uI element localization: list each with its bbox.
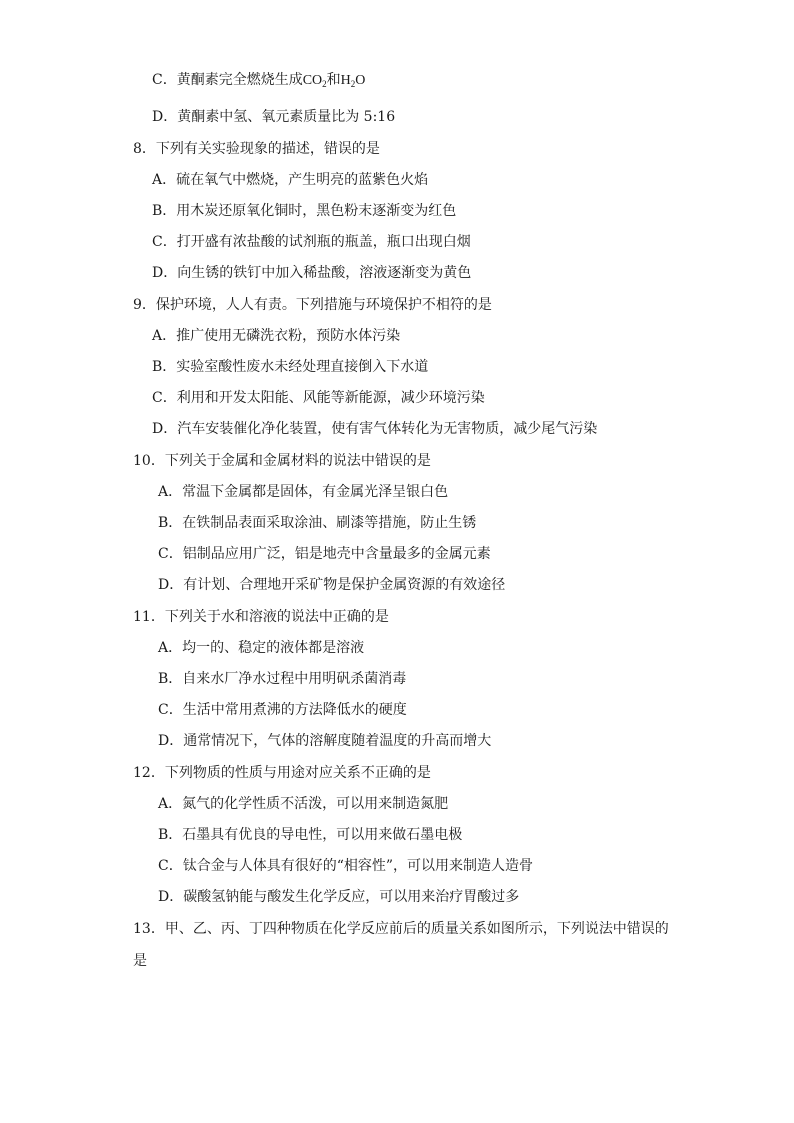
q7-option-c-and: 和 [326,72,341,88]
formula-co: CO [302,73,323,88]
q8-option-c: C．打开盛有浓盐酸的试剂瓶的瓶盖，瓶口出现白烟 [152,234,471,250]
q7-option-c-text: C．黄酮素完全燃烧生成 [152,72,303,88]
q8-option-d: D．向生锈的铁钉中加入稀盐酸，溶液逐渐变为黄色 [152,265,472,281]
formula-h: H [340,73,351,88]
q9-stem: 9．保护环境，人人有责。下列措施与环境保护不相符的是 [133,297,492,313]
q13-stem-line1: 13．甲、乙、丙、丁四种物质在化学反应前后的质量关系如图所示，下列说法中错误的 [133,921,669,937]
formula-o: O [355,73,366,88]
q10-option-a: A．常温下金属都是固体，有金属光泽呈银白色 [158,484,449,500]
q12-option-c: C．钛合金与人体具有很好的“相容性”，可以用来制造人造骨 [158,858,534,874]
q12-stem: 12．下列物质的性质与用途对应关系不正确的是 [133,765,431,781]
q10-option-c: C．铝制品应用广泛，铝是地壳中含量最多的金属元素 [158,546,491,562]
formula-co-sub: 2 [322,79,327,89]
q7-option-d: D．黄酮素中氢、氧元素质量比为 5:16 [152,109,396,125]
q10-option-b: B．在铁制品表面采取涂油、刷漆等措施，防止生锈 [158,515,477,531]
q11-option-d: D．通常情况下，气体的溶解度随着温度的升高而增大 [158,733,492,749]
q10-option-d: D．有计划、合理地开采矿物是保护金属资源的有效途径 [158,577,506,593]
q13-stem-line2: 是 [133,953,147,969]
formula-h2o [341,73,366,88]
q10-stem: 10．下列关于金属和金属材料的说法中错误的是 [133,453,431,469]
q11-option-a: A．均一的、稳定的液体都是溶液 [158,640,365,656]
formula-co2 [303,73,327,88]
q11-option-b: B．自来水厂净水过程中用明矾杀菌消毒 [158,671,407,687]
q8-stem: 8．下列有关实验现象的描述，错误的是 [133,141,380,157]
q9-option-b: B．实验室酸性废水未经处理直接倒入下水道 [152,359,429,375]
formula-h-sub: 2 [350,79,356,89]
q9-option-a: A．推广使用无磷洗衣粉，预防水体污染 [152,328,401,344]
q8-option-a: A．硫在氧气中燃烧，产生明亮的蓝紫色火焰 [152,172,429,188]
q9-option-c: C．利用和开发太阳能、风能等新能源，减少环境污染 [152,390,485,406]
q12-option-d: D．碳酸氢钠能与酸发生化学反应，可以用来治疗胃酸过多 [158,889,520,905]
q12-option-b: B．石墨具有优良的导电性，可以用来做石墨电极 [158,827,463,843]
q12-option-a: A．氮气的化学性质不活泼，可以用来制造氮肥 [158,796,449,812]
q11-stem: 11．下列关于水和溶液的说法中正确的是 [133,609,389,625]
q7-option-c [152,70,365,91]
q9-option-d: D．汽车安装催化净化装置，使有害气体转化为无害物质，减少尾气污染 [152,421,598,437]
q11-option-c: C．生活中常用煮沸的方法降低水的硬度 [158,702,407,718]
q8-option-b: B．用木炭还原氧化铜时，黑色粉末逐渐变为红色 [152,203,457,219]
